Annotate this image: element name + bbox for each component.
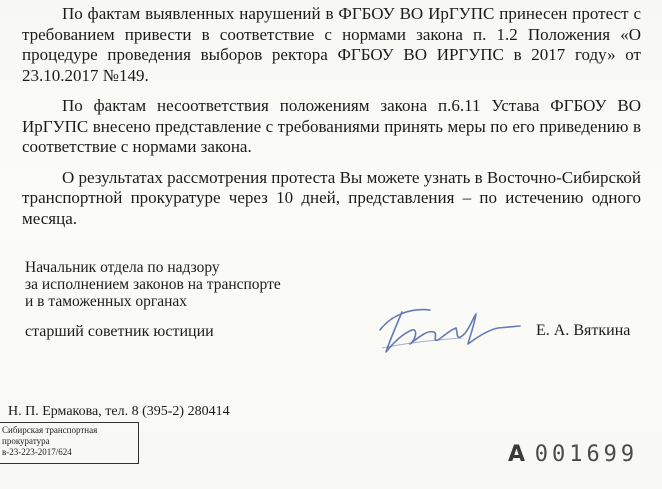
contact-line: Н. П. Ермакова, тел. 8 (395-2) 280414	[8, 404, 230, 419]
signatory-position-line: и в таможенных органах	[25, 293, 188, 310]
handwritten-signature	[372, 300, 522, 360]
paragraph-representation: По фактам несоответствия положениям закона п.6.11 Устава ФГБОУ ВО ИрГУПС внесено представление с требованиями принять меры по его приведению в соответствие с нормами закона.	[22, 96, 641, 156]
serial-series: А	[508, 442, 527, 467]
stamp-line: Сибирская транспортная	[2, 425, 98, 435]
document-body	[22, 4, 641, 239]
signatory-position	[25, 259, 281, 310]
stamp-line: в-23-223-2017/624	[2, 447, 72, 457]
registry-stamp	[0, 422, 139, 464]
signatory-position-line: Начальник отдела по надзору	[25, 259, 220, 276]
stamp-line: прокуратура	[2, 436, 50, 446]
signatory-rank: старший советник юстиции	[25, 323, 214, 340]
paragraph-protest: По фактам выявленных нарушений в ФГБОУ ВО ИрГУПС принесен протест с требованием привести в соответствие с нормами закона п. 1.2 Положения «О процедуре проведения выборов ректора ФГБОУ ВО ИРГУПС в 2017 году» от 23.10.2017 №149.	[22, 4, 641, 85]
serial-number	[508, 442, 638, 467]
signatory-name: Е. А. Вяткина	[536, 322, 631, 339]
paragraph-results: О результатах рассмотрения протеста Вы можете узнать в Восточно-Сибирской транспортной прокуратуре через 10 дней, представления – по истечению одного месяца.	[22, 167, 641, 228]
signatory-position-line: за исполнением законов на транспорте	[25, 276, 281, 293]
serial-digits: 001699	[534, 442, 639, 467]
